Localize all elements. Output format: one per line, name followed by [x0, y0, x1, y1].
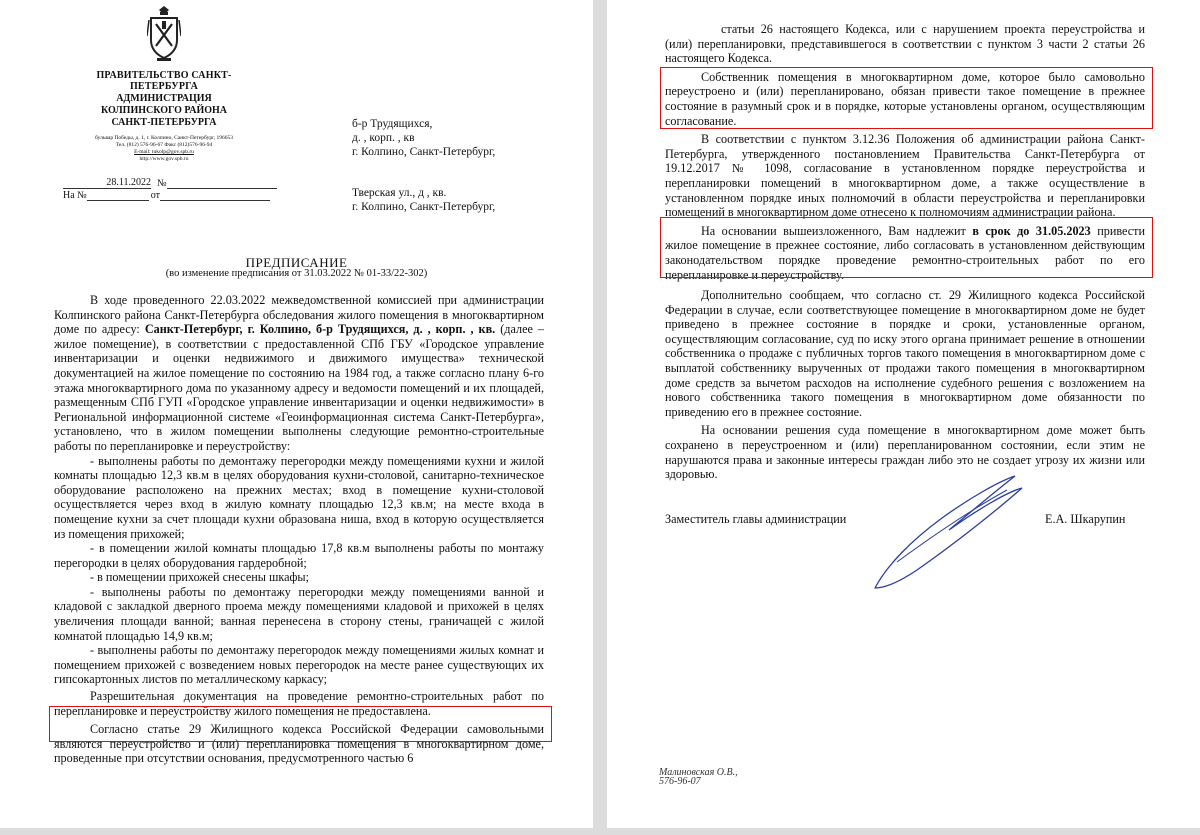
- highlight-box-no-permit: [49, 706, 552, 742]
- document-page-left: [0, 0, 593, 828]
- work-item: - выполнены работы по демонтажу перегородки между помещениями кухни и жилой комнаты площадью 12,3 кв.м в целях оборудования кухни-столовой, санитарно-техническое оборудование расположено на прежних местах; вход в помещение кухни-столовой осуществляется через вход в жилую комнату площадью 12,3 кв.м; на месте входа в помещение кухни за счет площади кухни образована ниша, вход в которую осуществляется из помещения прихожей;: [54, 453, 544, 541]
- court-preserve-paragraph: На основании решения суда помещение в многоквартирном доме может быть сохранено в переустроенном и (или) перепланированном состоянии, если этим не нарушаются права и законные интересы граждан либо это не создает угрозу их жизни или здоровью.: [665, 423, 1145, 482]
- inspection-paragraph: В ходе проведенного 22.03.2022 межведомственной комиссией при администрации Колпинского района Санкт-Петербурга обследования жилого помещения в многоквартирном доме по адресу: Санкт-Петербург, г. Колпино, б-р Трудящихся, д. , корп. , кв. (далее – жилое помещение), в соответствии с предоставленной СПб ГБУ «Городское управление инвентаризации и оценки недвижимого и движимого имущества» технической документацией на жилое помещение по состоянию на 1984 год, а также согласно плану 6-го этажа многоквартирного дома по указанному адресу и ведомости помещений и их площадей, размещенным СПб ГУП «Городское управление инвентаризации и оценки недвижимости» в Региональной информационной системе «Геоинформационная система Санкт-Петербурга», установлено, что в жилом помещении выполнены следующие ремонтно-строительные работы по перепланировке и переустройству:: [54, 293, 544, 453]
- government-heading: ПРАВИТЕЛЬСТВО САНКТ-ПЕТЕРБУРГА: [96, 70, 232, 92]
- letter-date: 28.11.2022: [63, 177, 151, 189]
- deadline-date: в срок до 31.05.2023: [972, 223, 1091, 238]
- coat-of-arms-icon: [147, 6, 181, 62]
- work-item: - в помещении жилой комнаты площадью 17,8 кв.м выполнены работы по монтажу перегородки в целях оборудования гардеробной;: [54, 541, 544, 570]
- signatory-title: Заместитель главы администрации: [665, 512, 847, 526]
- addressee-2: Тверская ул., д , кв. г. Колпино, Санкт-Петербург,: [352, 187, 496, 213]
- work-item: - выполнены работы по демонтажу перегородок между помещениями жилых комнат и помещением прихожей с возведением новых перегородок на месте ранее существующих их гипсокартонных листов по металлическому каркасу;: [54, 643, 544, 687]
- administration-heading: АДМИНИСТРАЦИЯ КОЛПИНСКОГО РАЙОНА САНКТ-ПЕТЕРБУРГА: [100, 93, 228, 128]
- executor-note: Малиновская О.В., 576-96-07: [659, 767, 738, 787]
- highlighted-deadline: На основании вышеизложенного, Вам надлежит в срок до 31.05.2023 привести жилое помещение в прежнее состояние, либо согласовать в установленном действующим законодательством порядке проведение ремонтно-строительных работ по его перепланировке и переустройству.: [665, 223, 1146, 282]
- addressee-1: б-р Трудящихся, д. , корп. , кв г. Колпино, Санкт-Петербург,: [352, 118, 496, 158]
- work-item: - в помещении прихожей снесены шкафы;: [90, 570, 309, 585]
- document-page-right: [607, 0, 1200, 828]
- regulation-paragraph: В соответствии с пунктом 3.12.36 Положения об администрации района Санкт-Петербурга, утвержденного постановлением Правительства Санкт-Петербурга от 19.12.2017 № 1098, согласование в установленном порядке переустройства и перепланировки помещений в многоквартирном доме, а также осуществление в установленном порядке иных полномочий в области переустройства и перепланировки помещений в многоквартирном доме отнесено к полномочиям администрации района.: [665, 132, 1145, 220]
- document-title: ПРЕДПИСАНИЕ: [245, 255, 348, 270]
- contacts-block: бульвар Победы, д. 1, г. Колпино, Санкт-Петербург, 196653 Тел. (812) 576-96-67 Факс (812)576-96-94 E-mail: tukolp@gov.spb.ru http://www.gov.spb.ru: [95, 135, 233, 162]
- work-item: - выполнены работы по демонтажу перегородки между помещениями ванной и кладовой с закладкой дверного проема между помещениями кладовой и прихожей в целях увеличения площади ванной; ванная перенесена в сторону стены, граничащей с жилой комнатой площадью 14,9 кв.м;: [54, 584, 544, 643]
- continuation-paragraph: статьи 26 настоящего Кодекса, или с нарушением проекта переустройства и (или) перепланировки, представившегося в соответствии с пунктом 3 части 2 статьи 26 настоящего Кодекса.: [665, 22, 1145, 66]
- signatory-name: Е.А. Шкарупин: [1045, 512, 1126, 526]
- document-subtitle: (во изменение предписания от 31.03.2022 № 01-33/22-302): [165, 268, 428, 279]
- highlighted-owner-obligation: Собственник помещения в многоквартирном доме, которое было самовольно переустроено и (или) перепланировано, обязан привести такое помещение в прежнее состояние в разумный срок и в порядке, которые установлены органом, осуществляющим согласование.: [665, 69, 1145, 128]
- handwritten-signature-icon: [857, 470, 1027, 600]
- article-29-paragraph: Согласно статье 29 Жилищного кодекса Российской Федерации самовольными являются переустройство и (или) перепланировка помещения в многоквартирном доме, проведенные при отсутствии основания, предусмотренного частью 6: [54, 722, 544, 766]
- highlight-box-owner-obligation: [660, 67, 1153, 129]
- left-body-text: [54, 293, 544, 766]
- highlight-box-deadline: [660, 217, 1153, 278]
- highlighted-no-permit: Разрешительная документация на проведение ремонтно-строительных работ по перепланировке и переустройству жилого помещения не предоставлена.: [54, 689, 544, 718]
- court-sale-paragraph: Дополнительно сообщаем, что согласно ст. 29 Жилищного кодекса Российской Федерации в случае, если соответствующее помещение в многоквартирном доме не будет приведено в прежнее состояние в порядке и сроки, установленные органом, осуществляющим согласование, суд по иску этого органа принимает решение в отношении собственника о продаже с публичных торгов такого помещения в многоквартирном доме с выплатой собственнику вырученных от продажи такого помещения в многоквартирном доме средств за вычетом расходов на исполнение судебного решения с возложением на нового собственника такого помещения в многоквартирном доме обязанности по приведению его в прежнее состояние.: [665, 288, 1145, 419]
- date-number-block: 28.11.2022 № На № от: [63, 177, 277, 201]
